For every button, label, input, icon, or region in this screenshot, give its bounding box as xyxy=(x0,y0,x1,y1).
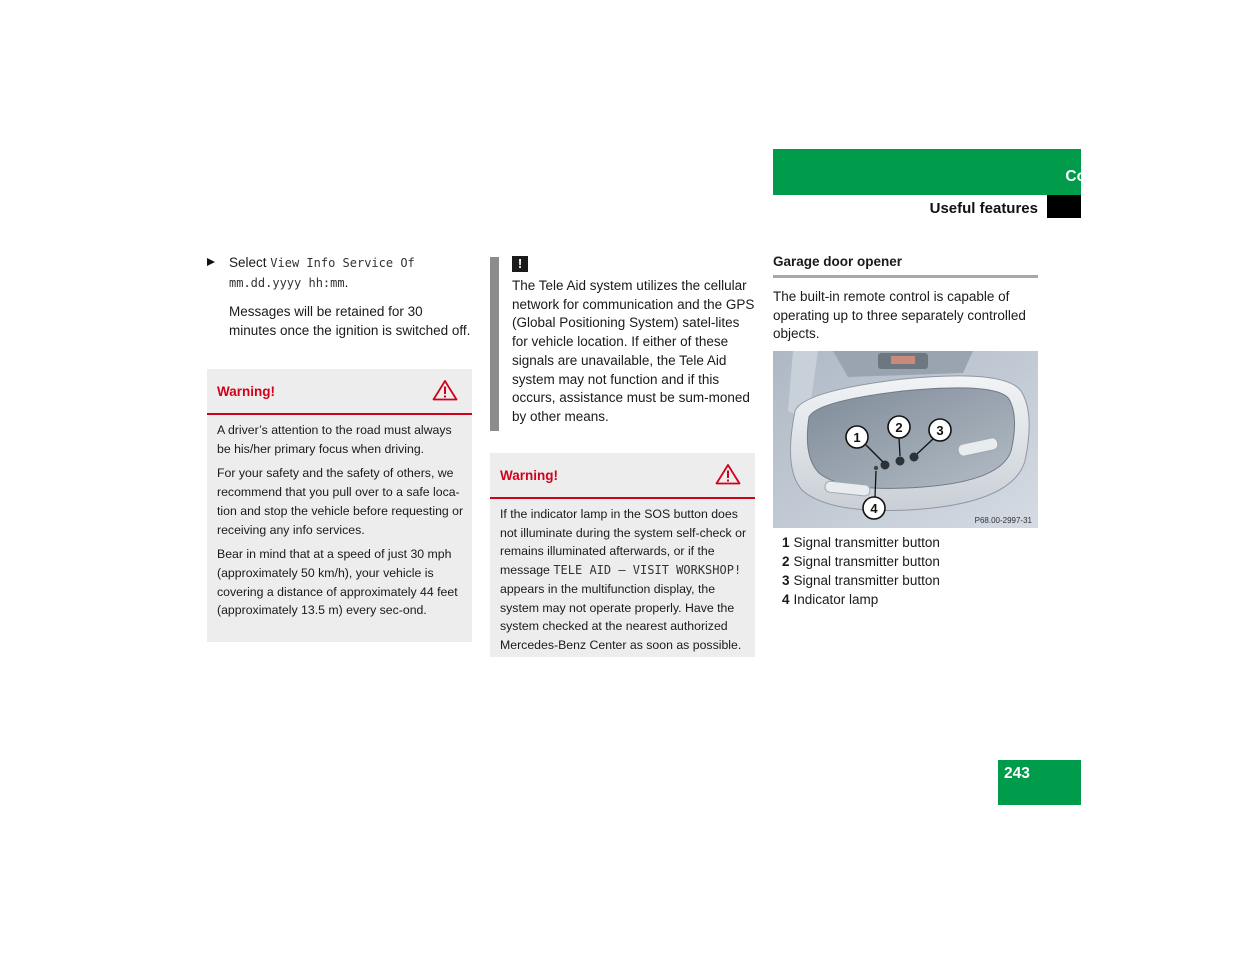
legend-item: 3 Signal transmitter button xyxy=(782,573,940,588)
warning-box-sos xyxy=(490,453,755,657)
warning-label: Warning! xyxy=(500,468,558,483)
page-number: 243 xyxy=(1004,765,1030,782)
garage-door-title: Garage door opener xyxy=(773,254,1038,278)
image-legend xyxy=(782,533,1042,609)
warning-header xyxy=(207,369,472,415)
warning-paragraph: Bear in mind that at a speed of just 30 mph (approximately 50 km/h), your vehicle is covering a distance of approximately 44 feet (approximately 13.5 m) every sec-ond. xyxy=(217,547,458,618)
garage-door-intro: The built-in remote control is capable of operating up to three separately controlled objects. xyxy=(773,289,1026,342)
image-ref-code: P68.00-2997-31 xyxy=(974,516,1032,525)
legend-item: 2 Signal transmitter button xyxy=(782,554,940,569)
legend-item: 1 Signal transmitter button xyxy=(782,535,940,550)
chapter-title: Controls in detail xyxy=(1065,168,1192,185)
warning-paragraph: A driver’s attention to the road must always be his/her primary focus when driving. xyxy=(217,423,452,456)
step-note: Messages will be retained for 30 minutes once the ignition is switched off. xyxy=(229,304,471,338)
warning-header xyxy=(490,453,755,499)
warning-label: Warning! xyxy=(217,384,275,399)
warning-triangle-icon xyxy=(432,379,458,401)
svg-text:1: 1 xyxy=(853,430,861,445)
step-text: Select View Info Service Of mm.dd.yyyy hh:mm. xyxy=(229,255,415,290)
exclamation-icon: ! xyxy=(512,256,528,272)
warning-body: If the indicator lamp in the SOS button does not illuminate during the system self-check or remains illuminated afterwards, or if the message TELE AID – VISIT WORKSHOP! appears in the multifunction display, the system may not operate properly. Have the system checked at the nearest authorized Mercedes-Benz Center as soon as possible. xyxy=(500,507,747,652)
rearview-mirror-image xyxy=(773,351,1038,528)
section-marker xyxy=(1047,195,1081,218)
instruction-step xyxy=(207,253,472,340)
note-bar xyxy=(490,257,499,431)
warning-triangle-icon xyxy=(715,463,741,485)
section-title: Useful features xyxy=(929,200,1038,217)
display-message: TELE AID – VISIT WORKSHOP! xyxy=(553,563,742,578)
warning-paragraph: For your safety and the safety of others, we recommend that you pull over to a safe loca-tion and stop the vehicle before requesting or receiving any info services. xyxy=(217,466,464,537)
warning-body xyxy=(207,415,472,632)
note-text: The Tele Aid system utilizes the cellular network for communication and the GPS (Global Positioning System) satel-lites for vehicle location. If either of these signals are unavailable, the Tele Aid system may not function and if this occurs, assistance must be sum-moned by other means. xyxy=(512,278,755,424)
header-band xyxy=(773,149,1081,195)
page-number-box xyxy=(998,760,1081,805)
bullet-arrow-icon xyxy=(207,258,215,266)
svg-text:2: 2 xyxy=(895,420,903,435)
legend-item: 4 Indicator lamp xyxy=(782,592,879,607)
svg-text:3: 3 xyxy=(936,423,944,438)
svg-text:4: 4 xyxy=(870,501,878,516)
warning-box-driver-attention xyxy=(207,369,472,642)
